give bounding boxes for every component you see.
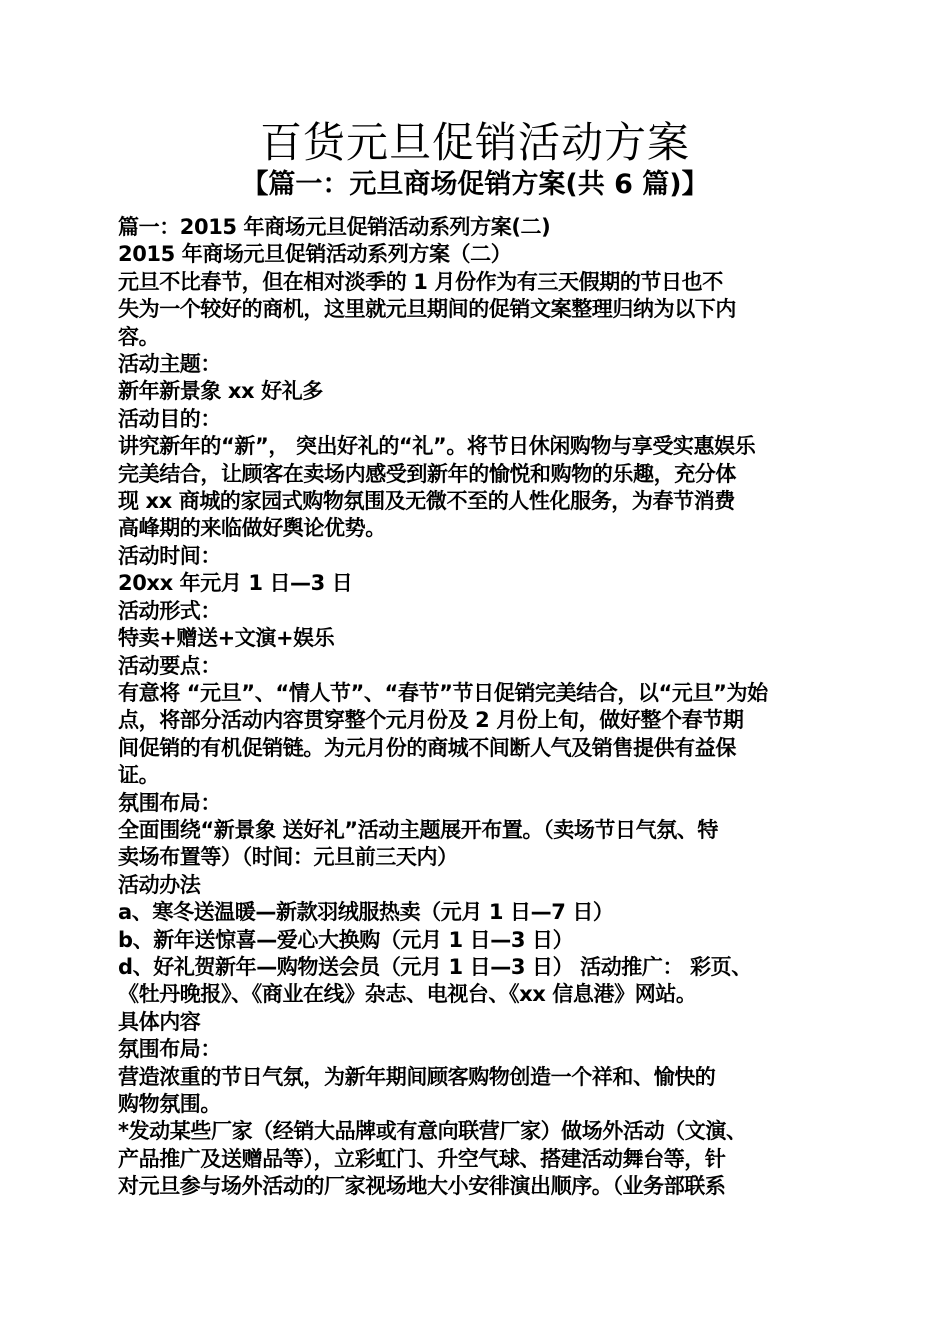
- body-line: 元旦不比春节，但在相对淡季的 1 月份作为有三天假期的节日也不: [118, 269, 723, 294]
- body-line: 营造浓重的节日气氛，为新年期间顾客购物创造一个祥和、愉快的: [118, 1064, 716, 1089]
- body-line: b、新年送惊喜—爱心大换购（元月 1 日—3 日）: [118, 927, 574, 952]
- body-line: 购物氛围。: [118, 1092, 221, 1116]
- body-line: 失为一个较好的商机，这里就元旦期间的促销文案整理归纳为以下内: [118, 297, 736, 322]
- body-line: a、寒冬送温暖—新款羽绒服热卖（元月 1 日—7 日）: [118, 900, 614, 925]
- body-line: 全面围绕“新景象 送好礼”活动主题展开布置。（卖场节日气氛、特: [118, 817, 719, 842]
- body-line: 具体内容: [118, 1009, 201, 1034]
- body-line: 《牡丹晚报》、《商业在线》杂志、电视台、《xx 信息港》网站。: [118, 982, 697, 1007]
- body-line: 特卖+赠送+文演+娱乐: [118, 626, 335, 651]
- body-line: 活动要点：: [118, 653, 221, 678]
- body-line: 对元旦参与场外活动的厂家视场地大小安徘演出顺序。（业务部联系: [118, 1174, 726, 1199]
- document-title: 百货元旦促销活动方案: [259, 118, 690, 167]
- body-line: 讲究新年的“新”， 突出好礼的“礼”。将节日休闲购物与享受实惠娱乐: [118, 434, 756, 459]
- body-line: 活动形式：: [118, 598, 221, 623]
- body-line: 2015 年商场元旦促销活动系列方案（二）: [118, 242, 512, 267]
- body-line: 20xx 年元月 1 日—3 日: [118, 571, 353, 596]
- body-line: 证。: [118, 763, 160, 788]
- body-line: 完美结合，让顾客在卖场内感受到新年的愉悦和购物的乐趣，充分体: [118, 461, 736, 486]
- body-line: d、好礼贺新年—购物送会员（元月 1 日—3 日） 活动推广： 彩页、: [118, 954, 752, 979]
- body-line: 容。: [118, 324, 160, 349]
- body-line: 卖场布置等）（时间：元旦前三天内）: [118, 845, 458, 870]
- body-line: 篇一：2015 年商场元旦促销活动系列方案(二): [118, 215, 551, 239]
- body-line: 氛围布局：: [118, 1037, 221, 1062]
- body-line: 活动办法: [118, 872, 201, 897]
- body-line: 活动时间：: [118, 543, 221, 568]
- body-line: 有意将 “元旦”、“情人节”、“春节”节日促销完美结合，以“元旦”为始: [118, 680, 768, 705]
- document-body: [118, 214, 842, 1201]
- body-line: 活动目的：: [118, 406, 221, 431]
- body-line: 活动主题：: [118, 352, 221, 377]
- body-line: 现 xx 商城的家园式购物氛围及无微不至的人性化服务，为春节消费: [118, 489, 735, 514]
- body-line: *发动某些厂家（经销大品牌或有意向联营厂家）做场外活动（文演、: [118, 1119, 747, 1144]
- document-subtitle: 【篇一：元旦商场促销方案(共 6 篇)】: [241, 169, 709, 200]
- body-line: 点，将部分活动内容贯穿整个元月份及 2 月份上旬，做好整个春节期: [118, 708, 744, 733]
- body-line: 产品推广及送赠品等），立彩虹门、升空气球、搭建活动舞台等，针: [118, 1146, 726, 1171]
- body-line: 新年新景象 xx 好礼多: [118, 379, 323, 404]
- body-line: 氛围布局：: [118, 790, 221, 815]
- body-line: 间促销的有机促销链。为元月份的商城不间断人气及销售提供有益保: [118, 735, 736, 760]
- body-line: 高峰期的来临做好舆论优势。: [118, 516, 386, 541]
